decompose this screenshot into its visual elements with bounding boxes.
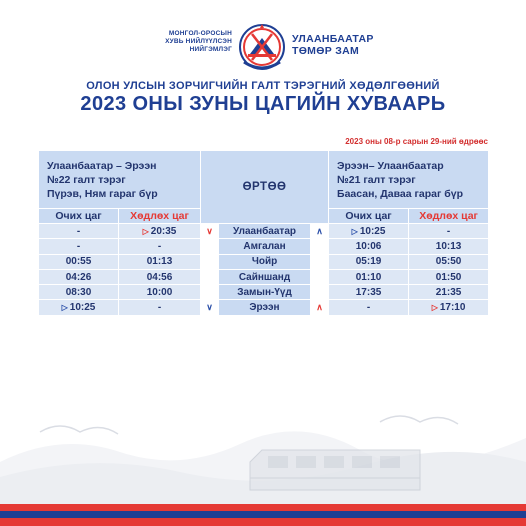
station-name: Улаанбаатар [219, 224, 311, 239]
train-22-arrive: 04:26 [39, 269, 119, 284]
subtitle: ОЛОН УЛСЫН ЗОРЧИГЧИЙН ГАЛТ ТЭРЭГНИЙ ХӨДӨЛГӨӨНИЙ [86, 80, 440, 92]
train-22-depart: 04:56 [119, 269, 201, 284]
train-22-number: №22 галт тэрэг [47, 173, 126, 186]
spacer [201, 269, 219, 284]
effective-date-note: 2023 оны 08-р сарын 29-ний өдрөөс [345, 137, 488, 146]
spacer [311, 269, 329, 284]
table-row [39, 269, 489, 284]
train-21-arrive: 05:19 [329, 254, 409, 269]
train-landscape-illustration [0, 392, 526, 526]
train-22-arrive: 00:55 [39, 254, 119, 269]
table-row [39, 224, 489, 239]
station-name: Замын-Үүд [219, 285, 311, 300]
spacer [201, 254, 219, 269]
train-22-arrive: - [39, 239, 119, 254]
train-22-arrive: 08:30 [39, 285, 119, 300]
train-21-depart: 21:35 [409, 285, 489, 300]
train-21-arrive: 17:35 [329, 285, 409, 300]
spacer [311, 254, 329, 269]
train-22-arrive: ▷ 10:25 [39, 300, 119, 315]
table-row [39, 239, 489, 254]
train-22-depart: 01:13 [119, 254, 201, 269]
train-22-header [39, 151, 201, 209]
station-name: Эрээн [219, 300, 311, 315]
org-right-line1: УЛААНБААТАР [292, 33, 374, 45]
marker-icon: ▷ [61, 303, 68, 313]
org-name-left [165, 30, 232, 54]
col-depart-right: Хөдлөх цаг [409, 209, 489, 224]
arrow-up-icon: ∧ [311, 300, 329, 315]
station-name: Сайншанд [219, 269, 311, 284]
org-right-line2: ТӨМӨР ЗАМ [292, 45, 360, 57]
spacer [311, 239, 329, 254]
train-21-days: Баасан, Даваа гараг бүр [337, 187, 463, 200]
train-21-number: №21 галт тэрэг [337, 173, 416, 186]
train-21-arrive: - [329, 300, 409, 315]
brand-header [0, 22, 526, 72]
train-21-depart: 05:50 [409, 254, 489, 269]
train-22-days: Пүрэв, Ням гараг бүр [47, 187, 158, 200]
col-depart-left: Хөдлөх цаг [119, 209, 201, 224]
station-column-header: ӨРТӨӨ [201, 151, 329, 224]
train-21-arrive: 10:06 [329, 239, 409, 254]
spacer [311, 285, 329, 300]
table-row [39, 300, 489, 315]
col-arrive-left: Очих цаг [39, 209, 119, 224]
col-arrive-right: Очих цаг [329, 209, 409, 224]
railway-emblem-icon [236, 22, 288, 72]
train-21-route: Эрээн– Улаанбаатар [337, 159, 444, 172]
train-22-depart: 10:00 [119, 285, 201, 300]
arrow-down-icon: ∨ [201, 300, 219, 315]
arrow-down-icon: ∨ [201, 224, 219, 239]
arrow-up-icon: ∧ [311, 224, 329, 239]
train-21-depart: 10:13 [409, 239, 489, 254]
org-left-line3: НИЙГЭМЛЭГ [189, 46, 232, 53]
table-row [39, 285, 489, 300]
station-name: Чойр [219, 254, 311, 269]
station-name: Амгалан [219, 239, 311, 254]
marker-icon: ▷ [142, 226, 149, 236]
header-row [39, 151, 489, 209]
spacer [201, 239, 219, 254]
train-22-arrive: - [39, 224, 119, 239]
org-name-right [292, 33, 374, 57]
org-left-line2: ХУВЬ НИЙЛҮҮЛСЭН [165, 38, 232, 45]
marker-icon: ▷ [351, 226, 358, 236]
train-21-depart: 01:50 [409, 269, 489, 284]
org-left-line1: МОНГОЛ-ОРОСЫН [168, 30, 232, 37]
train-21-depart: ▷ 17:10 [409, 300, 489, 315]
train-22-depart: ▷ 20:35 [119, 224, 201, 239]
train-21-arrive: ▷ 10:25 [329, 224, 409, 239]
timetable [38, 150, 489, 316]
train-21-arrive: 01:10 [329, 269, 409, 284]
train-21-header [329, 151, 489, 209]
table-row [39, 254, 489, 269]
spacer [201, 285, 219, 300]
train-22-depart: - [119, 300, 201, 315]
train-22-route: Улаанбаатар – Эрээн [47, 159, 157, 172]
page-title: 2023 ОНЫ ЗУНЫ ЦАГИЙН ХУВААРЬ [80, 93, 446, 115]
marker-icon: ▷ [431, 303, 438, 313]
train-22-depart: - [119, 239, 201, 254]
train-21-depart: - [409, 224, 489, 239]
